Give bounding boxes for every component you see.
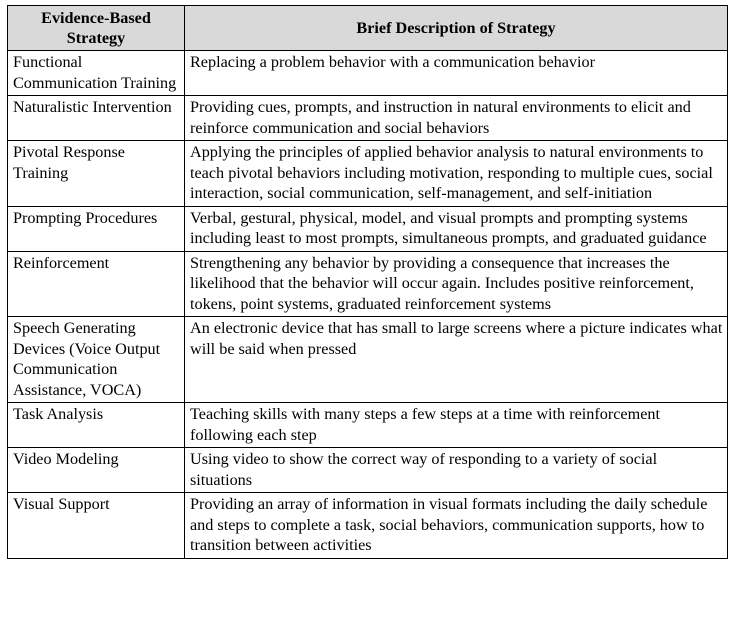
description-cell: Verbal, gestural, physical, model, and visual prompts and prompting systems including least to most prompts, simultaneous prompts, and graduated guidance <box>185 206 728 251</box>
description-cell: Applying the principles of applied behavior analysis to natural environments to teach pivotal behaviors including motivation, responding to multiple cues, social interaction, social communication, self-management, and self-initiation <box>185 141 728 207</box>
table-row <box>8 317 728 403</box>
description-cell: Replacing a problem behavior with a communication behavior <box>185 51 728 96</box>
table-row <box>8 251 728 317</box>
table-row <box>8 206 728 251</box>
description-cell: Providing cues, prompts, and instruction in natural environments to elicit and reinforce communication and social behaviors <box>185 96 728 141</box>
strategy-cell: Task Analysis <box>8 403 185 448</box>
strategy-cell: Video Modeling <box>8 448 185 493</box>
table-row <box>8 51 728 96</box>
strategy-cell: Naturalistic Intervention <box>8 96 185 141</box>
strategy-column-header: Evidence-Based Strategy <box>8 6 185 51</box>
table-row <box>8 141 728 207</box>
strategies-table <box>7 5 728 559</box>
table-row <box>8 448 728 493</box>
header-row <box>8 6 728 51</box>
description-cell: Using video to show the correct way of responding to a variety of social situations <box>185 448 728 493</box>
strategy-cell: Speech Generating Devices (Voice Output Communication Assistance, VOCA) <box>8 317 185 403</box>
strategy-cell: Functional Communication Training <box>8 51 185 96</box>
strategy-cell: Prompting Procedures <box>8 206 185 251</box>
strategy-cell: Reinforcement <box>8 251 185 317</box>
strategy-cell: Visual Support <box>8 493 185 559</box>
strategy-cell: Pivotal Response Training <box>8 141 185 207</box>
description-column-header: Brief Description of Strategy <box>185 6 728 51</box>
table-row <box>8 493 728 559</box>
table-row <box>8 403 728 448</box>
table-row <box>8 96 728 141</box>
description-cell: Providing an array of information in visual formats including the daily schedule and steps to complete a task, social behaviors, communication supports, how to transition between activities <box>185 493 728 559</box>
description-cell: Strengthening any behavior by providing a consequence that increases the likelihood that the behavior will occur again. Includes positive reinforcement, tokens, point systems, graduated reinforcement systems <box>185 251 728 317</box>
description-cell: Teaching skills with many steps a few steps at a time with reinforcement following each step <box>185 403 728 448</box>
description-cell: An electronic device that has small to large screens where a picture indicates what will be said when pressed <box>185 317 728 403</box>
